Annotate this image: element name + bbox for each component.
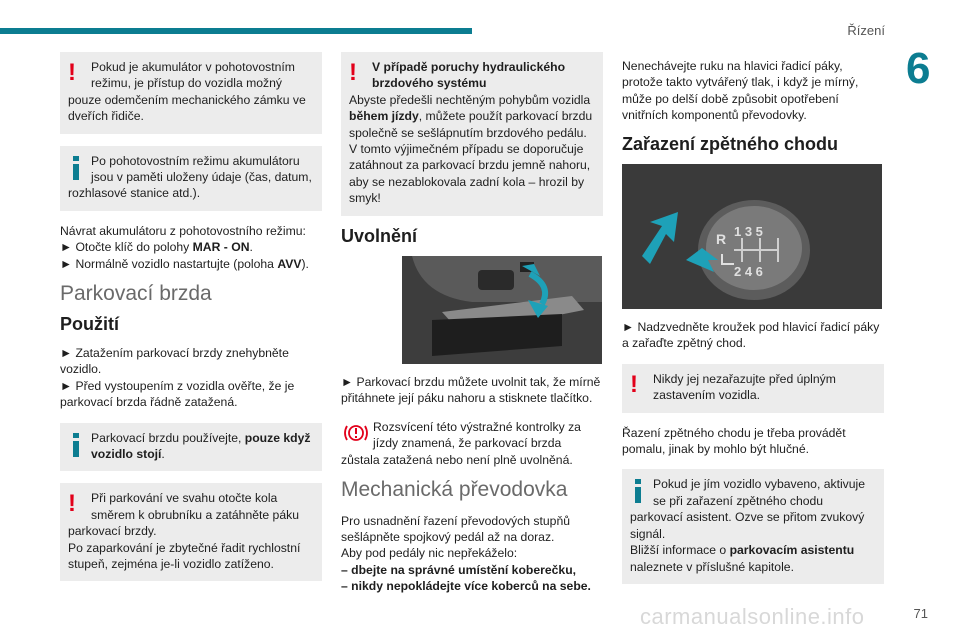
warning-note-hydraulic: ! V případě poruchy hydraulického brzdového systému Abyste předešli nechtěným pohybům vozidla během jízdy, můžete použít parkovací brzdu společně se sešlápnutím brzdového pedálu. V tomto výjimečném případu se doporučuje zatáhnout za parkovací brzdu jemně nahoru, aby se nezablokovala zadní kola – hrozil by smyk! bbox=[341, 52, 603, 216]
section-title: Řízení bbox=[847, 23, 885, 38]
gear-label-top: 1 3 5 bbox=[734, 224, 763, 240]
info-icon bbox=[68, 155, 84, 181]
exclamation-icon: ! bbox=[68, 490, 76, 518]
heading-parking-brake: Parkovací brzda bbox=[60, 282, 212, 306]
exclamation-icon: ! bbox=[630, 370, 638, 398]
info-note-parking-assist: Pokud je jím vozidlo vybaveno, aktivuje se při zařazení zpětného chodu parkovací asistent. Ozve se přitom zvukový signál. Bližší informace o parkovacím asistentu naleznete v příslušné kapitole. bbox=[622, 469, 884, 583]
watermark: carmanualsonline.info bbox=[640, 604, 865, 629]
exclamation-icon: ! bbox=[349, 59, 357, 86]
gear-label-r: R bbox=[716, 231, 727, 248]
info-note-memory: Po pohotovostním režimu akumulátoru jsou v paměti uloženy údaje (čas, datum, rozhlasové stanice atd.). bbox=[60, 146, 322, 211]
heading-reverse: Zařazení zpětného chodu bbox=[622, 133, 839, 154]
warning-note-battery: ! Pokud je akumulátor v pohotovostním režimu, je přístup do vozidla možný pouze odemčením mechanického zámku ve dveřích řidiče. bbox=[60, 52, 322, 134]
column-1: ! Pokud je akumulátor v pohotovostním režimu, je přístup do vozidla možný pouze odemčením mechanického zámku ve dveřích řidiče. Po pohotovostním režimu akumulátoru jsou v paměti uloženy údaje (čas, datum, rozhlasové stanice atd.). Návrat akumulátoru z pohotovostního režimu: ► Otočte klíč do polohy MAR - ON. ► Normálně vozidlo nastartujte (poloha AVV). Parkovací brzda Použití ► Zatažením parkovací brzdy znehybněte vozidlo. ► Před vystoupením z vozidla ověřte, že je parkovací brzda řádně zatažená. Parkovací brzdu používejte, pouze když vozidlo stojí. ! Při parkování ve svahu otočte kola směrem k obrubníku a zatáhněte páku parkovací brzdy. Po zaparkování je zbytečné řadit rychlostní stupeň, zejména je-li vozidlo zatíženo. bbox=[60, 52, 322, 593]
exclamation-icon: ! bbox=[68, 59, 76, 86]
column-2: ! V případě poruchy hydraulického brzdového systému Abyste předešli nechtěným pohybům vozidla během jízdy, můžete použít parkovací brzdu společně se sešlápnutím brzdového pedálu. V tomto výjimečném případu se doporučuje zatáhnout za parkovací brzdu jemně nahoru, aby se nezablokovala zadní kola – hrozil by smyk! Uvolnění ► Parkovací brzdu můžete uvolnit tak, že mírně přitáhnete její páku nahoru a stisknete tlačítko. Rozsvícení této výstražné kontrolky za jízdy znamená, že parkovací brzda zůstala zatažená nebo není plně uvolněná. Mechanická převodovka Pro usnadnění řazení převodových stupňů sešlápněte spojkový pedál až na doraz. Aby pod pedály nic nepřekáželo: – dbejte na správné umístění koberečku, – nikdy nepokládejte více koberců na sebe. bbox=[341, 52, 603, 607]
warning-note-reverse: ! Nikdy jej nezařazujte před úplným zastavením vozidla. bbox=[622, 364, 884, 413]
chapter-number: 6 bbox=[906, 44, 931, 93]
brake-warning-lamp-row: Rozsvícení této výstražné kontrolky za jízdy znamená, že parkovací brzda zůstala zatažená nebo není plně uvolněná. bbox=[341, 419, 581, 467]
header-accent-bar bbox=[0, 28, 472, 34]
page-number: 71 bbox=[913, 606, 928, 621]
brake-warning-lamp-icon bbox=[341, 421, 371, 445]
info-note-brake-use: Parkovací brzdu používejte, pouze když vozidlo stojí. bbox=[60, 423, 322, 472]
heading-manual-gearbox: Mechanická převodovka bbox=[341, 478, 568, 502]
info-icon bbox=[68, 432, 84, 458]
heading-use: Použití bbox=[60, 314, 119, 335]
battery-return-steps: Návrat akumulátoru z pohotovostního režimu: ► Otočte klíč do polohy MAR - ON. ► Normálně vozidlo nastartujte (poloha AVV). bbox=[60, 223, 309, 271]
gear-lever-image bbox=[622, 164, 882, 309]
gear-label-bottom: 2 4 6 bbox=[734, 264, 763, 280]
heading-release: Uvolnění bbox=[341, 225, 418, 246]
info-icon bbox=[630, 478, 646, 504]
parking-brake-lever-image bbox=[402, 256, 602, 364]
column-3: Nenechávejte ruku na hlavici řadicí páky, protože takto vytvářený tlak, i když je mírný, může po delší době způsobit opotřebení vnitřních komponentů převodovky. Zařazení zpětného chodu R 1 3 5 2 4 6 ► Nadzvedněte kroužek pod hlavicí řadicí páky a zařaďte zpětný chod. ! Nikdy jej nezařazujte před úplným zastavením vozidla. Řazení zpětného chodu je třeba provádět pomalu, jinak by mohlo být hlučné. Pokud je jím vozidlo vybaveno, aktivuje se při zařazení zpětného chodu parkovací asistent. Ozve se přitom zvukový signál. Bližší informace o parkovacím asistentu naleznete v příslušné kapitole. bbox=[622, 58, 884, 596]
warning-note-slope: ! Při parkování ve svahu otočte kola směrem k obrubníku a zatáhněte páku parkovací brzdy. Po zaparkování je zbytečné řadit rychlostní stupeň, zejména je-li vozidlo zatíženo. bbox=[60, 483, 322, 581]
